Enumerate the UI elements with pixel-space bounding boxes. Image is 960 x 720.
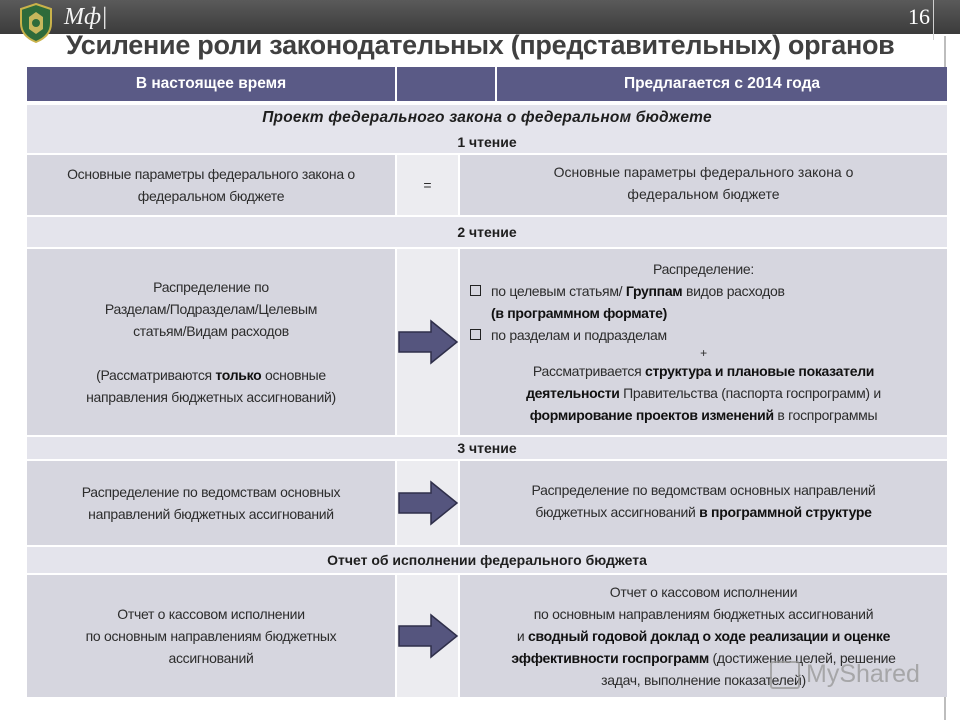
report-left-line2: по основным направлениям бюджетных [85,628,337,644]
report-right-part-3b: сводный годовой доклад о ходе реализации и оценке [528,628,891,644]
law-title-row [27,105,947,131]
reading3-right-line1: Распределение по ведомствам основных направлений [531,482,876,498]
reading3-arrow-cell [397,461,458,545]
reading3-right-part-a: бюджетных ассигнований [535,504,700,520]
report-right-line3 [517,625,890,647]
header-spacer [397,67,495,101]
reading2-bullet1 [460,280,947,324]
reading2-bullet2 [460,324,947,346]
reading2-current [27,249,395,435]
header-current-label: В настоящее время [135,75,287,92]
reading1-right-line2: федеральном бюджете [627,186,780,202]
report-current [27,575,395,697]
reading2-left-line4a: (Рассматриваются [96,367,216,383]
r-part-c: деятельности [526,385,620,401]
equals-sign: = [423,177,432,193]
reading1-current [27,155,395,215]
r-part-e: формирование проектов изменений [529,407,774,423]
reading2-proposed [460,249,947,435]
report-left-line1: Отчет о кассовом исполнении [117,606,305,622]
reading1-band [27,131,947,153]
reading3-band [27,437,947,459]
plus-sign: + [700,346,707,360]
reading2-left-line5: направления бюджетных ассигнований) [86,389,336,405]
reading2-bullet1-text [491,280,785,324]
header-proposed [497,67,947,101]
reading2-right-line-b [526,382,881,404]
brand-logo-text: Мф| [64,4,108,30]
report-right-part-4a: эффективности госпрограмм [511,650,709,666]
reading1-equals [397,155,458,215]
r-part-b: структура и плановые показатели [645,363,875,379]
checkbox-bullet-icon [470,285,481,296]
reading2-label: 2 чтение [457,224,517,240]
reading2-left-line4 [96,364,326,386]
reading2-left-line3: статьям/Видам расходов [133,323,289,339]
report-right-line5: задач, выполнение показателей) [601,672,806,688]
reading1-left-line1: Основные параметры федерального закона о [67,166,355,182]
reading1-right-line1: Основные параметры федерального закона о [553,164,854,180]
watermark-logo-icon [770,661,800,689]
header-current [27,67,395,101]
slide-number-rule [933,0,934,40]
report-right-part-3a: и [516,628,529,644]
report-right-line1: Отчет о кассовом исполнении [609,584,798,600]
reading3-left-line2: направлений бюджетных ассигнований [88,506,334,522]
top-banner [0,0,960,34]
reading1-label: 1 чтение [457,134,517,150]
bullet1-part-b: Группам [625,283,683,299]
report-right-line2: по основным направлениям бюджетных ассигнований [533,606,874,622]
bullet1-part-c: видов расходов [682,283,785,299]
right-arrow-icon [397,480,459,526]
reading3-label: 3 чтение [457,440,517,456]
reading3-right-line2 [535,501,871,523]
report-band [27,547,947,573]
reading2-right-head: Распределение: [653,261,754,277]
bullet1-part-a: по целевым статьям/ [491,283,626,299]
checkbox-bullet-icon [470,329,481,340]
reading3-right-part-b: в программной структуре [699,504,872,520]
ministry-emblem-icon [18,3,54,43]
reading3-left-line1: Распределение по ведомствам основных [81,484,341,500]
reading2-bullet2-text: по разделам и подразделам [491,327,667,343]
reading2-arrow-cell [397,249,458,435]
report-right-part-4b: (достижение целей, решение [708,650,896,666]
r-part-d: Правительства (паспорта госпрограмм) и [619,385,881,401]
reading3-proposed [460,461,947,545]
reading2-left-line4c: основные [261,367,326,383]
watermark-text: MyShared [806,660,920,688]
reading2-left-emphasis: только [215,367,262,383]
bullet1-part-d: (в программном формате) [491,305,668,321]
r-part-f: в госпрограммы [773,407,878,423]
reading2-right-line-c [530,404,878,426]
reading2-left-line1: Распределение по [153,279,269,295]
report-arrow-cell [397,575,458,697]
header-proposed-label: Предлагается с 2014 года [623,75,821,92]
reading2-left-line2: Разделам/Подразделам/Целевым [104,301,318,317]
reading1-left-line2: федеральном бюджете [137,188,285,204]
right-arrow-icon [397,613,459,659]
report-label: Отчет об исполнении федерального бюджета [327,552,647,568]
report-left-line3: ассигнований [168,650,254,666]
slide-title: Усиление роли законодательных (представительных) органов [66,30,895,60]
r-part-a: Рассматривается [532,363,645,379]
reading2-band [27,217,947,247]
watermark [770,660,920,689]
right-arrow-icon [397,319,459,365]
reading3-current [27,461,395,545]
law-title: Проект федерального закона о федеральном бюджете [262,109,712,126]
comparison-table [27,67,947,697]
reading1-proposed [460,155,947,215]
slide-number: 16 [908,4,930,29]
reading2-right-line-a [533,360,874,382]
